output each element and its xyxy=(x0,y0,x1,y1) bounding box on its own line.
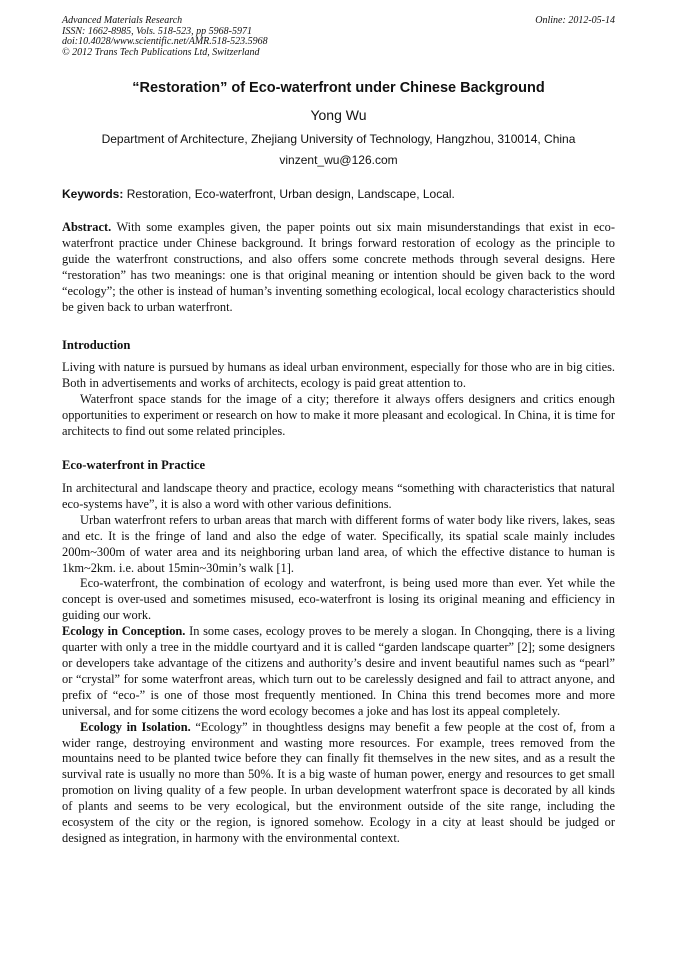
doi-line: doi:10.4028/www.scientific.net/AMR.518-523.5968 xyxy=(62,36,268,47)
paragraph: Urban waterfront refers to urban areas that march with different forms of water body like rivers, lakes, seas and etc. It is the fringe of land and also the edge of water. Specifically, its spatial scale mainly includes 200m~300m of water area and its neighboring urban land area, of which the effective distance to human is 1km~2km. i.e. about 15min~30min’s walk [1]. xyxy=(62,512,615,575)
copyright-line: © 2012 Trans Tech Publications Ltd, Switzerland xyxy=(62,46,260,58)
subheading-isolation: Ecology in Isolation. xyxy=(80,719,191,734)
author-name: Yong Wu xyxy=(310,107,367,123)
issn-line: ISSN: 1662-8985, Vols. 518-523, pp 5968-5971 xyxy=(62,25,252,37)
keywords xyxy=(62,187,615,201)
paragraph xyxy=(62,624,615,719)
keywords-text: Restoration, Eco-waterfront, Urban design, Landscape, Local. xyxy=(123,187,455,201)
paragraph: Waterfront space stands for the image of a city; therefore it always offers designers and critics enough opportunities to experiment or research on how to make it more pleasant and ecological. In China, it is time for architects to find out some related principles. xyxy=(62,391,615,438)
journal-header xyxy=(62,16,615,58)
paragraph-text: “Ecology” in thoughtless designs may benefit a few people at the cost of, from a wider range, destroying environment and wasting more resources. For example, trees removed from the mountains need to be planted twice before they can finally fit themselves in the new sites, and as a result the survival rate is usually no more than 50%. It is a big waste of human power, energy and resources to get small promotion on living quality of a few people. In urban development waterfront space is decorated by all kinds of plants and seems to be very ecological, but the environment outside of the site range, including the ecosystem of the city or the region, is ignored somehow. Ecology in a city at least should be judged or designed as integration, in harmony with the environmental context. xyxy=(62,719,615,845)
section-heading-introduction: Introduction xyxy=(62,338,131,352)
abstract xyxy=(62,220,615,315)
paragraph: Living with nature is pursued by humans as ideal urban environment, especially for those who are in big cities. Both in advertisements and works of architects, ecology is paid great attention to. xyxy=(62,360,615,390)
journal-name: Advanced Materials Research xyxy=(62,15,183,26)
keywords-label: Keywords: xyxy=(62,187,124,201)
paragraph: Eco-waterfront, the combination of ecology and waterfront, is being used more than ever. Yet while the concept is over-used and sometimes misused, eco-waterfront is losing its original meaning and efficiency in guiding our work. xyxy=(62,576,615,623)
section-heading-practice: Eco-waterfront in Practice xyxy=(62,458,206,472)
abstract-text: With some examples given, the paper points out six main misunderstandings that exist in eco-waterfront practice under Chinese background. It brings forward restoration of ecology as the principle to guide the waterfront constructions, and also offers some concrete methods through several designs. Here “restoration” has two meanings: one is that original meaning or intention should be given back to the word “ecology”; the other is instead of human’s inventing something ecological, local ecology characteristics should be given back to urban waterfront. xyxy=(62,220,615,314)
paper-title: “Restoration” of Eco-waterfront under Chinese Background xyxy=(132,80,545,96)
subheading-conception: Ecology in Conception. xyxy=(62,624,186,639)
author-affiliation: Department of Architecture, Zhejiang University of Technology, Hangzhou, 310014, China xyxy=(101,132,576,146)
introduction-body xyxy=(62,360,615,440)
practice-body xyxy=(62,481,615,847)
online-date: Online: 2012-05-14 xyxy=(535,15,615,26)
paragraph: In architectural and landscape theory and practice, ecology means “something with characteristics that natural eco-systems have”, it is also a word with other various definitions. xyxy=(62,481,615,511)
paragraph xyxy=(62,720,615,847)
author-email: vinzent_wu@126.com xyxy=(279,153,398,167)
abstract-label: Abstract. xyxy=(62,220,112,234)
paragraph-text: In some cases, ecology proves to be merely a slogan. In Chongqing, there is a living quarter with only a tree in the middle courtyard and it is called “garden landscape quarter” [2]; some designers or developers take advantage of the citizens and authority’s desire and invent beautiful names such as “pearl” or “crystal” for some waterfront areas, which turn out to be carelessly designed and fail to attract anyone, and prefix of “eco-” is one of those most frequently mentioned. In China this trend becomes more and more universal, and for some citizens the word ecology becomes a joke and has lost its appeal completely. xyxy=(62,624,615,718)
